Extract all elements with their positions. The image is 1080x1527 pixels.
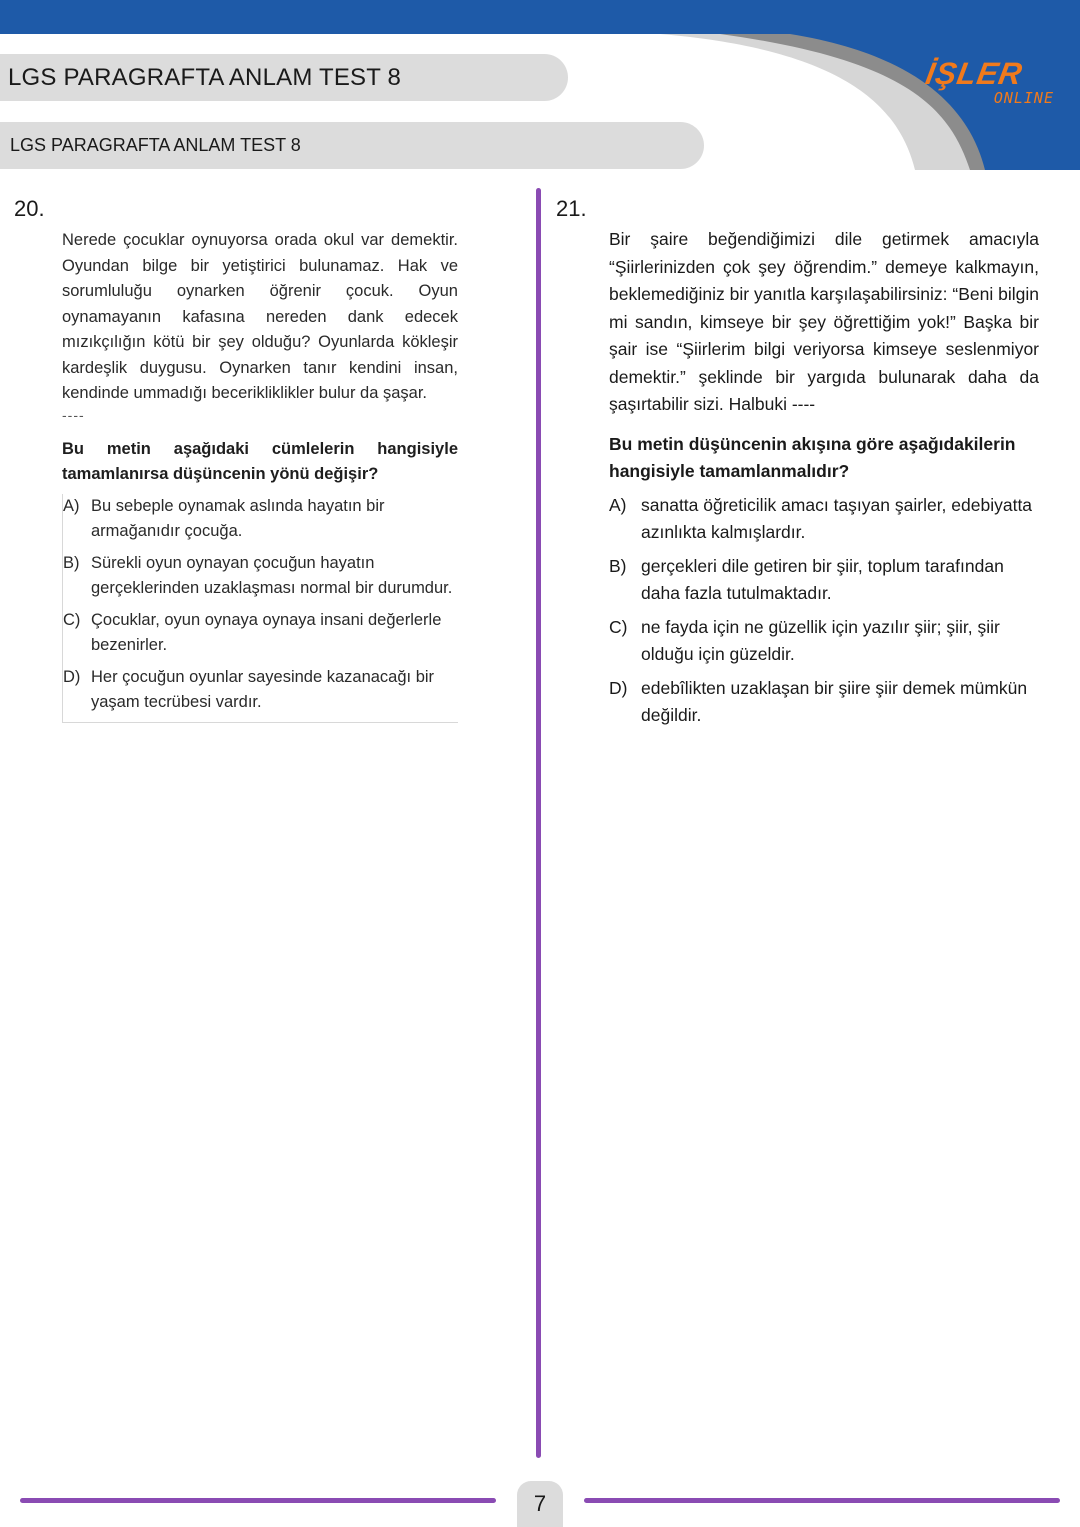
question-21-options: [609, 492, 1039, 730]
option-label: C): [609, 616, 628, 637]
question-21-number: 21.: [556, 196, 587, 221]
option-label: B): [63, 553, 80, 572]
test-title-banner: [0, 54, 568, 101]
option-20-b[interactable]: [63, 551, 458, 602]
option-text: Çocuklar, oyun oynaya oynaya insani değerlerle bezenirler.: [91, 610, 442, 654]
option-21-b[interactable]: [609, 553, 1039, 608]
option-21-c[interactable]: [609, 614, 1039, 669]
brand-logo: [923, 56, 1060, 112]
option-label: D): [63, 667, 81, 686]
option-text: Sürekli oyun oynayan çocuğun hayatın gerçeklerinden uzaklaşması normal bir durumdur.: [91, 553, 453, 597]
option-20-d[interactable]: [63, 665, 458, 716]
option-20-c[interactable]: [63, 608, 458, 659]
footer-line-right: [584, 1498, 1060, 1503]
option-text: ne fayda için ne güzellik için yazılır şiir; şiir, şiir olduğu için güzeldir.: [641, 616, 1000, 664]
page-number: 7: [533, 1491, 547, 1516]
test-title: LGS PARAGRAFTA ANLAM TEST 8: [8, 63, 402, 91]
option-text: sanatta öğreticilik amacı taşıyan şairler, edebiyatta azınlıkta kalmışlardır.: [641, 494, 1033, 542]
question-21-stem: Bu metin düşüncenin akışına göre aşağıdakilerin hangisiyle tamamlanmalıdır?: [609, 433, 1016, 481]
option-text: Her çocuğun oyunlar sayesinde kazanacağı bir yaşam tecrübesi vardır.: [91, 667, 435, 711]
question-20-stem: Bu metin aşağıdaki cümlelerin hangisiyle tamamlanırsa düşüncenin yönü değişir?: [62, 439, 458, 483]
option-text: edebîlikten uzaklaşan bir şiire şiir demek mümkün değildir.: [641, 677, 1028, 725]
option-label: D): [609, 677, 628, 698]
question-21-passage: Bir şaire beğendiğimizi dile getirmek amacıyla “Şiirlerinizden çok şey öğrendim.” demeye kalkmayın, beklemediğiniz bir yanıtla karşılaşabilirsiniz: “Beni bilgin mi sandın, kimseye bir şey öğrettiğim yok!” Başka bir şair ise “Şiirlerim bilgi veriyorsa kimseye seslenmiyor demektir.” şeklinde bir yargıda bulunarak daha da şaşırtabilir sizi. Halbuki ----: [609, 229, 1039, 414]
option-label: A): [609, 494, 627, 515]
page-number-tab: [517, 1481, 563, 1527]
question-21: [609, 226, 1039, 736]
option-label: A): [63, 496, 80, 515]
question-20-number: 20.: [14, 196, 45, 221]
logo-wordmark: İŞLER: [923, 56, 1026, 91]
question-20-blank: ----: [62, 406, 85, 423]
option-label: B): [609, 555, 627, 576]
option-20-a[interactable]: [63, 494, 458, 545]
footer-line-left: [20, 1498, 496, 1503]
question-20-options: [62, 494, 458, 723]
column-divider: [536, 188, 541, 1458]
test-subtitle-banner: [0, 122, 704, 169]
option-label: C): [63, 610, 81, 629]
option-21-d[interactable]: [609, 675, 1039, 730]
option-text: Bu sebeple oynamak aslında hayatın bir armağanıdır çocuğa.: [91, 496, 385, 540]
question-20: [62, 228, 458, 723]
logo-subtext: ONLINE: [993, 89, 1054, 107]
question-20-passage: Nerede çocuklar oynuyorsa orada okul var demektir. Oyundan bilge bir yetiştirici bulunamaz. Hak ve sorumluluğu oynarken öğrenir çocuk. Oyun oynamayanın kafasına nereden dank edecek mızıkçılığın kötü bir şey olduğu? Oyunlarda kökleşir kardeşlik duygusu. Oynarken tanır kendini insan, kendinde ummadığı becerikliklikler bulur da şaşar.: [62, 231, 458, 402]
test-subtitle: LGS PARAGRAFTA ANLAM TEST 8: [10, 135, 301, 155]
option-21-a[interactable]: [609, 492, 1039, 547]
option-text: gerçekleri dile getiren bir şiir, toplum tarafından daha fazla tutulmaktadır.: [641, 555, 1004, 603]
